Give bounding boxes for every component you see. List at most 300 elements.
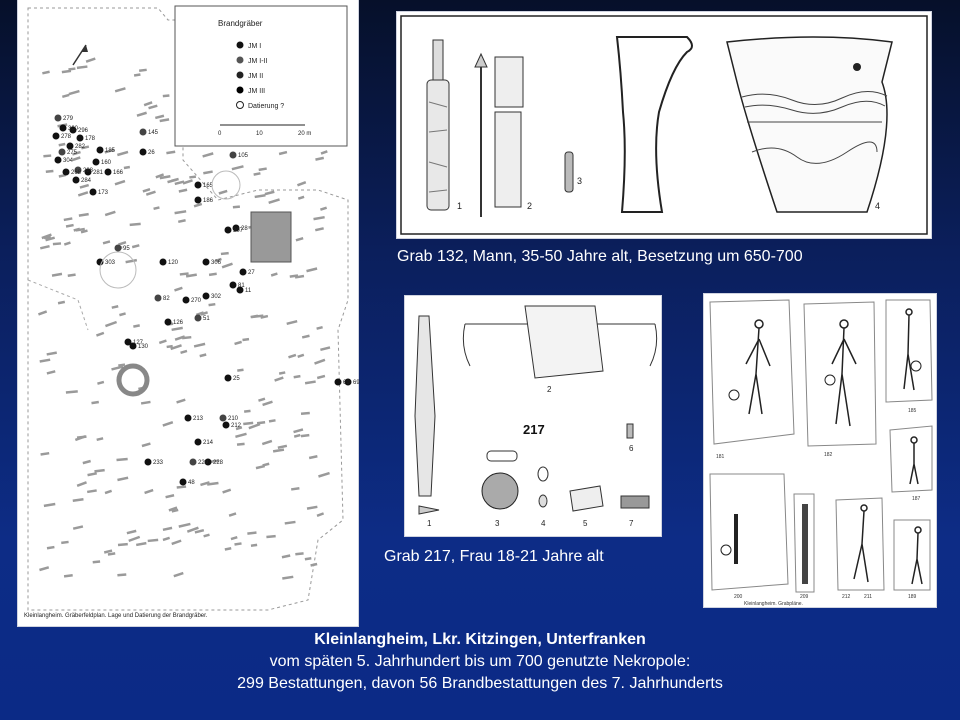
grave-outline [83, 460, 91, 465]
grave-number-label: 303 [105, 260, 116, 266]
cremation-grave-marker [225, 227, 232, 234]
grave-outline [93, 560, 101, 563]
grave-outline [53, 242, 61, 245]
legend-item-5: Datierung ? [248, 103, 285, 110]
cremation-grave-marker [185, 415, 192, 422]
grave-number-label: 48 [188, 480, 195, 486]
grave-outline [52, 273, 62, 277]
cremation-grave-marker [115, 245, 122, 252]
cremation-grave-marker [195, 315, 202, 322]
grave-outline [79, 213, 89, 217]
grave-outline [208, 303, 215, 306]
grave-outline [148, 539, 159, 543]
fig217-number-3: 3 [495, 519, 500, 528]
grave-number-label: 279 [63, 116, 74, 122]
grave-outline [105, 490, 112, 495]
grave-outline [73, 525, 83, 530]
fig-number-2: 2 [527, 201, 533, 211]
grave-outline [117, 151, 128, 156]
grave-outline [96, 332, 104, 337]
grave-outline [173, 572, 183, 577]
grave-outline [64, 241, 71, 245]
grave-outline [268, 198, 280, 204]
grave-number-label: 228 [213, 460, 224, 466]
grave-outline [132, 244, 140, 248]
grave-outline [59, 143, 66, 147]
grave-outline [279, 371, 286, 375]
grave-outline [177, 485, 187, 488]
grave-132-plate [397, 12, 931, 238]
cremation-grave-marker [240, 269, 247, 276]
grave-outline [233, 205, 240, 208]
cremation-grave-marker [53, 133, 60, 140]
grave-outline [298, 196, 305, 200]
cremation-grave-marker [165, 319, 172, 326]
grave-outline [273, 448, 284, 452]
grave-number-label: 186 [203, 198, 214, 204]
grave-number-label: 82 [163, 296, 170, 302]
grave-outline [237, 369, 244, 372]
cremation-grave-marker [73, 177, 80, 184]
grave-outline [179, 189, 188, 193]
legend-item-3: JM II [248, 73, 264, 80]
grave-number-label: 185 [105, 148, 116, 154]
cremation-grave-marker [335, 379, 342, 386]
cremation-grave-marker [90, 189, 97, 196]
grave-number-label: 212 [231, 423, 242, 429]
fig217-number-5: 5 [583, 519, 588, 528]
grave-outline [293, 428, 303, 433]
grave-outline [295, 552, 304, 555]
plate-number-181: 181 [716, 454, 725, 460]
grave-outline [274, 376, 284, 381]
skeleton-plans-drawing [704, 294, 936, 607]
grave-outline [189, 175, 196, 178]
grave-outline [271, 272, 278, 276]
grave-outline [235, 433, 247, 438]
grave-outline [137, 112, 147, 117]
grave-outline [134, 73, 141, 76]
grave-outline [244, 410, 251, 413]
grave-outline [278, 445, 288, 449]
footer-line-2: vom späten 5. Jahrhundert bis um 700 genutzte Nekropole: [269, 653, 691, 670]
grave-outline [225, 547, 232, 551]
legend-item-2: JM I-II [248, 58, 268, 65]
grave-outline [222, 263, 233, 269]
cremation-grave-marker [97, 147, 104, 154]
grave-number-label: 69 [353, 380, 360, 386]
grave-number-label: 210 [228, 416, 239, 422]
grave-outline [301, 434, 310, 438]
grave-outline [202, 152, 213, 157]
grave-outline [133, 324, 140, 328]
grave-outline [257, 421, 265, 424]
skeleton-grave-plans [704, 294, 936, 607]
grave-outline [231, 536, 238, 540]
grave-outline [318, 472, 330, 478]
grave-outline [47, 351, 57, 355]
grave-number-label: 28 [241, 226, 248, 232]
plate-caption: Kleinlangheim. Grabpläne. [744, 601, 803, 607]
grave-outline [115, 87, 126, 92]
grave-number-label: 213 [193, 416, 204, 422]
grave-outline [313, 216, 325, 220]
grave-outline [136, 542, 147, 546]
grave-outline [105, 211, 116, 217]
plate-number-211: 211 [864, 594, 872, 600]
grave-number-label: 270 [191, 298, 202, 304]
grave-outline [73, 498, 84, 502]
grave-number-label: 268 [71, 170, 82, 176]
cremation-grave-marker [145, 459, 152, 466]
grave-outline [105, 321, 117, 327]
cremation-grave-marker [59, 149, 66, 156]
grave-outline [222, 489, 231, 494]
small-artifact-drawing [565, 152, 573, 192]
grave-outline [315, 157, 324, 161]
grave-number-label: 160 [101, 160, 112, 166]
grave-outline [163, 527, 173, 531]
grave-number-label: 296 [78, 128, 89, 134]
grave-outline [38, 310, 47, 315]
grave-outline [159, 339, 167, 344]
vessel-profile-drawing [617, 37, 692, 212]
grave-outline [221, 252, 229, 255]
cremation-grave-marker [230, 152, 237, 159]
grave-outline [68, 67, 75, 70]
plate-number-185: 185 [908, 408, 917, 414]
grave-outline [117, 477, 128, 482]
grave-outline [301, 412, 310, 415]
ring-ditch [119, 366, 147, 394]
grave-outline [279, 151, 287, 155]
grave-217-drawing [405, 296, 661, 536]
grave-outline [62, 94, 70, 98]
grave-outline [42, 71, 50, 75]
north-arrow-icon [73, 45, 88, 65]
grave-outline [209, 273, 217, 277]
grave-outline [286, 320, 297, 325]
footer-title: Kleinlangheim, Lkr. Kitzingen, Unterfranken [314, 631, 646, 648]
grave-outline [119, 312, 126, 316]
grave-outline [320, 206, 327, 210]
fig-number-1: 1 [457, 201, 463, 211]
grave-outline [199, 353, 206, 357]
cremation-grave-marker [203, 259, 210, 266]
grave-number-label: 69 [343, 380, 350, 386]
grave-outline [305, 557, 312, 560]
cremation-grave-marker [183, 297, 190, 304]
scale-tick-0: 0 [218, 131, 222, 137]
grave-outline [87, 472, 97, 476]
sword-drawing [427, 40, 449, 210]
grave-outline [108, 552, 116, 556]
grave-outline [247, 531, 256, 535]
grave-outline [265, 191, 275, 196]
grave-outline [47, 370, 56, 375]
skeleton-figures [746, 309, 922, 584]
grave-outline [40, 358, 51, 362]
footer-line-3: 299 Bestattungen, davon 56 Brandbestattungen des 7. Jahrhunderts [237, 675, 723, 692]
grave-number-label: 275 [67, 150, 78, 156]
cremation-grave-marker [140, 149, 147, 156]
grave-outline [317, 375, 325, 379]
grave-outline [117, 573, 126, 576]
cemetery-map [18, 0, 358, 626]
grave-outline [305, 380, 316, 384]
scale-tick-10: 10 [256, 131, 263, 137]
grave-outline [44, 503, 56, 507]
grave-outline [130, 223, 141, 226]
grave-outline [237, 443, 245, 446]
plate-number-189: 189 [908, 594, 917, 600]
grave-outline [144, 489, 153, 494]
grave-outline [234, 542, 241, 546]
grave-outline [194, 343, 206, 348]
grave-outline [269, 419, 276, 423]
grave-outline [39, 566, 49, 571]
grave-outline [64, 217, 73, 221]
grave-number-label: 130 [138, 344, 149, 350]
grave-outline [316, 326, 323, 330]
cremation-grave-marker [60, 125, 67, 132]
grave-outline [296, 237, 304, 241]
grave-outline [178, 219, 186, 223]
grave-number-label: 214 [203, 440, 214, 446]
cremation-grave-marker [203, 293, 210, 300]
legend-item-4: JM III [248, 88, 266, 95]
plate-number-200: 200 [734, 594, 743, 600]
grave-outline [294, 434, 301, 438]
grave-132-caption: Grab 132, Mann, 35-50 Jahre alt, Besetzung um 650-700 [397, 248, 803, 265]
grave-number-label: 281 [93, 170, 104, 176]
grave-outline [175, 335, 185, 341]
grave-number-label: 120 [168, 260, 179, 266]
grave-outline [128, 536, 140, 542]
grave-number-label: 166 [113, 170, 124, 176]
grave-number-label: 145 [148, 130, 159, 136]
grave-outline [142, 442, 151, 447]
grave-outline [77, 435, 87, 438]
grave-outline [94, 469, 105, 473]
grave-number-label: 127 [133, 340, 144, 346]
grave-number-label: 95 [123, 246, 130, 252]
grave-number-label: 300 [68, 126, 79, 132]
grave-number-label: 304 [63, 158, 74, 164]
grave-outline [118, 543, 128, 546]
cremation-grave-marker [220, 415, 227, 422]
grave-outline [297, 181, 306, 186]
grave-outline [251, 544, 257, 547]
grave-outline [87, 489, 97, 493]
fig217-number-6: 6 [629, 444, 634, 453]
grave-outline [282, 576, 293, 580]
grave-outline [309, 455, 318, 459]
cremation-grave-marker [195, 439, 202, 446]
grave-outline [127, 530, 137, 535]
scale-tick-20: 20 m [298, 131, 312, 137]
grave-number-label: 288 [83, 168, 94, 174]
grave-outline [143, 188, 151, 193]
grave-number-label: 173 [98, 190, 109, 196]
grave-number-label: 25 [233, 376, 240, 382]
grave-132-drawing [397, 12, 931, 238]
grave-217-plate [405, 296, 661, 536]
grave-outline [162, 421, 173, 427]
grave-outline [78, 191, 88, 196]
grave-outline [58, 301, 65, 305]
grave-outline [144, 101, 153, 106]
fig217-number-2: 2 [547, 385, 552, 394]
grave-217-label: 217 [523, 422, 545, 437]
cremation-grave-marker [180, 479, 187, 486]
grave-outline [160, 118, 170, 122]
grave-outline [139, 69, 147, 72]
grave-outline [176, 399, 185, 404]
cremation-grave-marker [155, 295, 162, 302]
grave-outline [285, 521, 296, 525]
grave-outline [47, 546, 55, 550]
sherd-drawing [525, 306, 603, 378]
grave-number-label: 233 [153, 460, 164, 466]
cremation-grave-marker [225, 375, 232, 382]
grave-outline [262, 440, 272, 445]
grave-outline [232, 165, 244, 170]
grave-outline [171, 539, 181, 545]
map-caption: Kleinlangheim. Gräberfeldplan. Lage und Datierung der Brandgräber. [24, 613, 208, 619]
grave-outline [163, 94, 170, 97]
grave-outline [40, 245, 50, 250]
cremation-grave-marker [190, 459, 197, 466]
decorated-pot-drawing [727, 37, 892, 212]
grave-number-label: 278 [61, 134, 72, 140]
grave-outline [282, 554, 291, 558]
knife-drawing [415, 316, 435, 496]
cremation-grave-marker [67, 143, 74, 150]
cremation-grave-marker [55, 157, 62, 164]
grave-outline [116, 458, 127, 461]
grave-outline [262, 400, 273, 406]
grave-number-label: 306 [211, 260, 222, 266]
cemetery-map-drawing [18, 0, 358, 626]
grave-outline [219, 190, 228, 195]
grave-outline [68, 273, 76, 277]
buckle-drawing [482, 473, 518, 509]
grave-pit [251, 212, 291, 262]
grave-outline [291, 487, 300, 491]
grave-outline [262, 463, 269, 467]
cremation-grave-marker [140, 129, 147, 136]
grave-outline [115, 180, 126, 186]
grave-outline [203, 170, 213, 174]
grave-number-label: 229 [198, 460, 209, 466]
grave-outline [46, 170, 54, 173]
grave-outline [242, 338, 249, 341]
grave-number-label: 307 [233, 228, 244, 234]
grave-number-label: 284 [81, 178, 92, 184]
plate-number-187: 187 [912, 496, 921, 502]
grave-outline [171, 327, 183, 331]
grave-outline [77, 65, 88, 69]
grave-outline [61, 541, 69, 544]
grave-outline [229, 512, 237, 517]
grave-outline [165, 494, 174, 498]
grave-outline [255, 194, 266, 198]
grave-outline [64, 574, 73, 578]
grave-outline [166, 151, 175, 155]
grave-outline [297, 354, 304, 358]
plate-number-212: 212 [842, 594, 851, 600]
cremation-grave-marker [195, 182, 202, 189]
cremation-grave-marker [63, 169, 70, 176]
fig217-number-1: 1 [427, 519, 432, 528]
grave-outline [148, 104, 157, 109]
grave-number-label: 51 [203, 316, 210, 322]
grave-outline [153, 206, 159, 210]
cremation-grave-marker [230, 282, 237, 289]
grave-outline [155, 115, 164, 120]
grave-outline [203, 534, 210, 538]
grave-number-label: 11 [245, 288, 252, 294]
grave-outline [43, 154, 51, 157]
grave-outline [320, 346, 330, 351]
cremation-grave-marker [93, 159, 100, 166]
cremation-grave-marker [97, 259, 104, 266]
grave-outline [306, 267, 317, 272]
grave-outline [91, 401, 99, 405]
grave-number-label: 126 [173, 320, 184, 326]
grave-outline [141, 401, 151, 405]
grave-outline [80, 184, 89, 189]
grave-outline [288, 354, 296, 359]
grave-outline [315, 227, 324, 231]
fig217-number-4: 4 [541, 519, 546, 528]
spear-drawing [475, 54, 523, 217]
grave-outline [259, 167, 267, 171]
grave-outline [86, 57, 96, 63]
grave-outline [314, 359, 325, 365]
legend-item-1: JM I [248, 43, 262, 50]
grave-outline [321, 150, 328, 155]
slide-footer [0, 629, 960, 695]
grave-outline [103, 240, 111, 244]
cremation-grave-marker [223, 422, 230, 429]
grave-outline [253, 172, 260, 176]
legend-title: Brandgräber [218, 19, 263, 28]
grave-outline [97, 381, 104, 385]
grave-outline [234, 341, 242, 345]
grave-outline [294, 375, 301, 379]
grave-number-label: 282 [75, 144, 86, 150]
grave-outline [96, 437, 103, 441]
grave-outline [66, 390, 78, 394]
cremation-grave-marker [77, 135, 84, 142]
plate-number-209: 209 [800, 594, 809, 600]
grave-outline [258, 398, 265, 402]
grave-outline [163, 537, 170, 541]
grave-outline [40, 452, 49, 456]
grave-number-label: 26 [148, 150, 155, 156]
fig-number-3: 3 [577, 176, 583, 186]
grave-number-label: 165 [203, 183, 214, 189]
grave-outline [77, 481, 87, 487]
grave-number-label: 105 [238, 153, 249, 159]
grave-outline [125, 259, 137, 263]
cremation-grave-marker [160, 259, 167, 266]
grave-outline [72, 156, 80, 161]
grave-outline [266, 535, 275, 538]
grave-outline [69, 90, 80, 95]
